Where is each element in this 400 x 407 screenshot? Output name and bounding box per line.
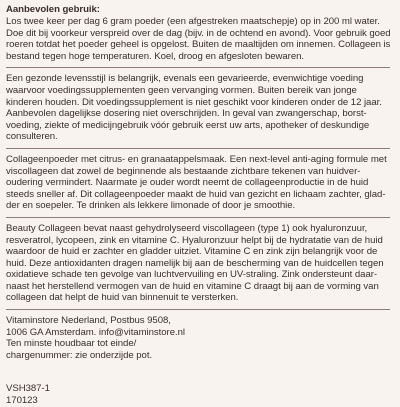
- address-line-2: 1006 GA Amsterdam. info@vitaminstore.nl: [6, 326, 185, 338]
- address-line-1: Vitaminstore Nederland, Postbus 9508,: [6, 315, 171, 327]
- divider: [6, 309, 390, 310]
- address-block: [6, 315, 394, 361]
- divider: [6, 148, 390, 149]
- usage-section: [6, 3, 394, 62]
- batch-date: 170123: [6, 395, 38, 407]
- warning-section: [6, 73, 394, 143]
- product-label-text: [6, 3, 394, 407]
- sku-code: VSH387-1: [6, 383, 50, 395]
- usage-text: Los twee keer per dag 6 gram poeder (een afgestreken maatschepje) op in 200 ml water. Doe dit bij voorkeur verspreid over de dag (bijv. in de ochtend en avond). Voor gebruik goed roeren totdat het poeder geheel is opgelost. Buiten de maaltijden om innemen. Collageen is bestand tegen hoge temperaturen. Koel, droog en afgesloten bewaren.: [6, 16, 391, 62]
- warning-text: Een gezonde levensstijl is belangrijk, evenals een gevarieerde, evenwichtige voeding waarvoor voedingssupplementen geen vervanging vormen. Buiten bereik van jonge kinderen houden. Dit voedingssupplement is niet geschikt voor kinderen onder de 12 jaar. Aanbevolen dagelijkse dosering niet overschrijden. In geval van zwangerschap, borst-voeding, ziekte of medicijngebruik vóór gebruik eerst uw arts, apotheker of deskundige consulteren.: [6, 73, 382, 143]
- usage-title: Aanbevolen gebruik:: [6, 4, 100, 15]
- ingredients-section: [6, 223, 394, 304]
- product-description: Collageenpoeder met citrus- en granaatappelsmaak. Een next-level anti-aging formule met viscollageen dat zowel de beginnende als bestaande zichtbare tekenen van huidver-oudering vermindert. Naarmate je ouder wordt neemt de collageenproductie in de huid steeds sneller af. Dit collageenpoeder maakt de huid van gezicht en lichaam zachter, glad-der en soepeler. Te drinken als lekkere limonade of door je smoothie.: [6, 153, 387, 212]
- ingredients-text: Beauty Collageen bevat naast gehydrolyseerd viscollageen (type 1) ook hyaluronzuur, resveratrol, lycopeen, zink en vitamine C. Hyaluronzuur helpt bij de hydratatie van de huid waardoor de huid er zachter en gladder uitziet. Vitamine C en zink zijn belangrijk voor de huid. Deze antioxidanten dragen namelijk bij aan de bescherming van de huidcellen tegen oxidatieve schade ten gevolge van luchtvervuiling en UV-straling. Zink ondersteunt daar-naast het herstellend vermogen van de huid en vitamine C draagt bij aan de vorming van collageen dat helpt de huid van binnenuit te versterken.: [6, 222, 384, 304]
- codes-block: [6, 383, 394, 406]
- product-section: [6, 154, 394, 212]
- address-line-3: Ten minste houdbaar tot einde/: [6, 338, 137, 350]
- divider: [6, 67, 390, 68]
- address-line-4: chargenummer: zie onderzijde pot.: [6, 349, 153, 361]
- divider: [6, 217, 390, 218]
